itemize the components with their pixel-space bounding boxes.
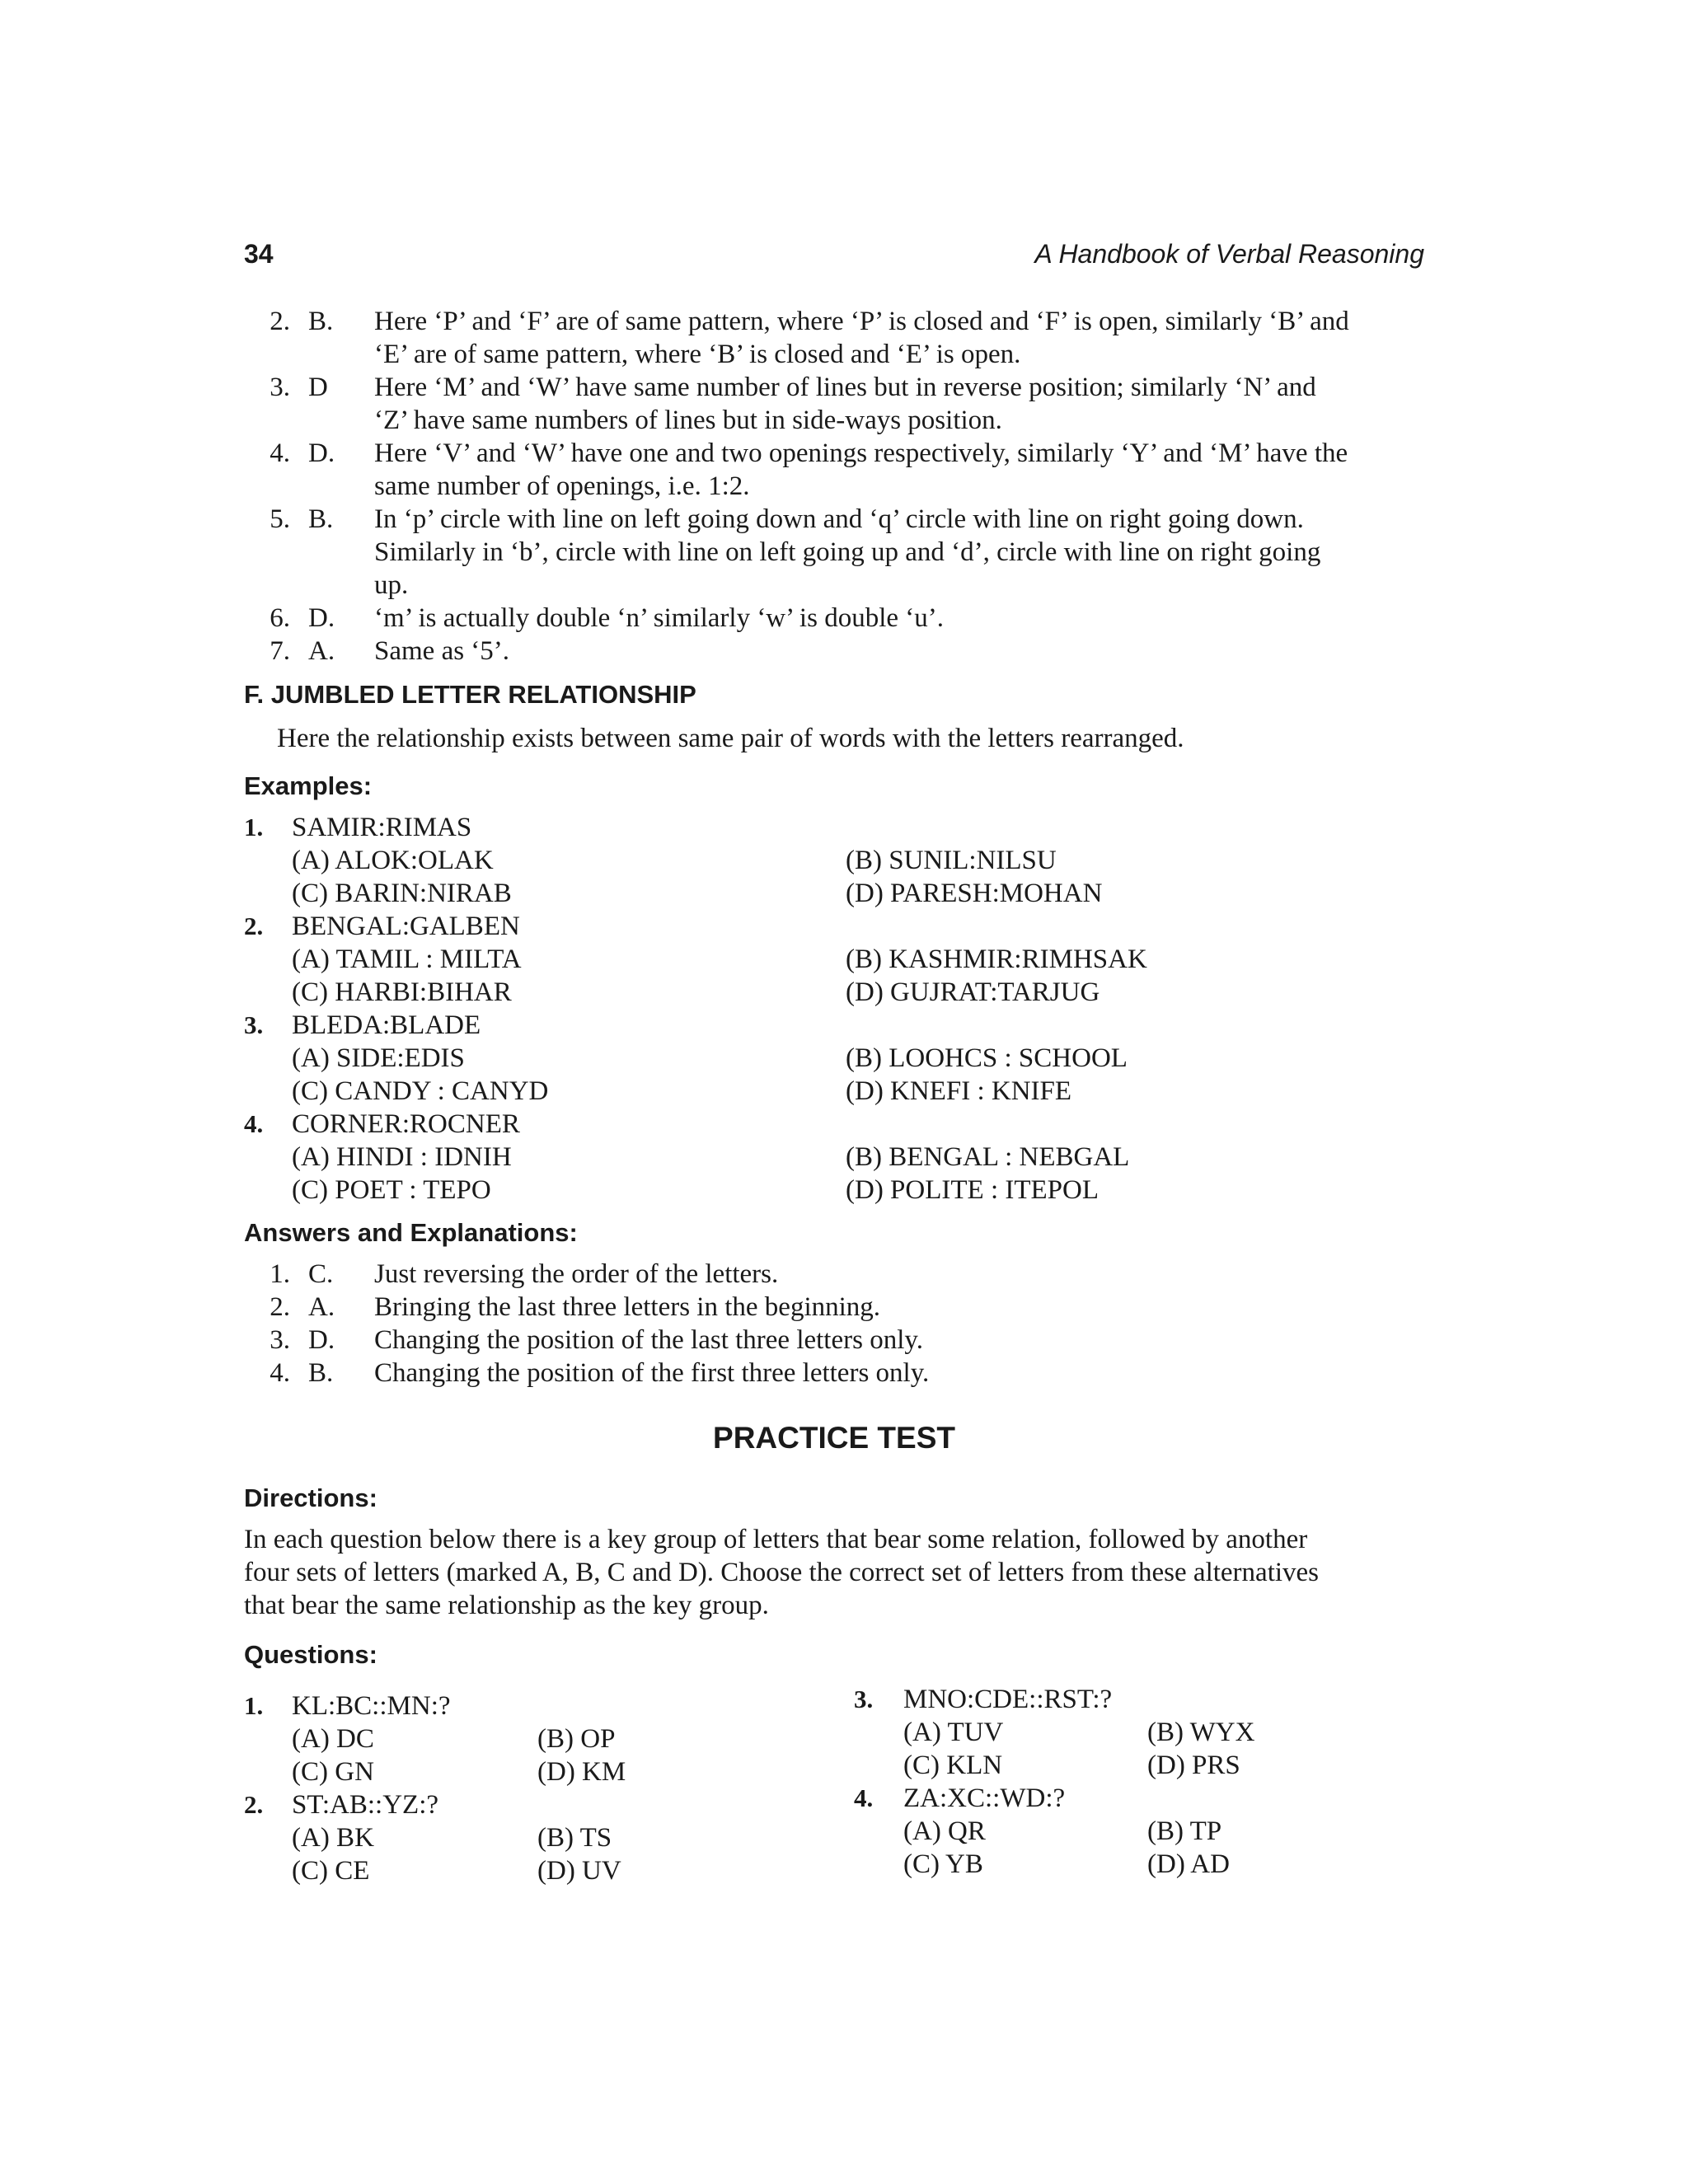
example-number: 4. xyxy=(244,1109,264,1138)
answer-number: 1. xyxy=(270,1259,290,1289)
answer-number: 6. xyxy=(270,603,290,633)
example-option: (A) TAMIL : MILTA xyxy=(292,944,522,974)
answer-text-line: up. xyxy=(374,570,409,600)
directions-line: four sets of letters (marked A, B, C and D). Choose the correct set of letters from these alternatives xyxy=(244,1558,1320,1587)
question-option: (A) TUV xyxy=(903,1718,1004,1747)
example-question: CORNER:ROCNER xyxy=(292,1109,520,1139)
example-number: 3. xyxy=(244,1010,264,1039)
answer-text-line: Here ‘M’ and ‘W’ have same number of lines but in reverse position; similarly ‘N’ and xyxy=(374,373,1316,402)
answers-heading: Answers and Explanations: xyxy=(244,1218,578,1247)
question-text: ZA:XC::WD:? xyxy=(903,1783,1066,1813)
example-option: (D) GUJRAT:TARJUG xyxy=(846,977,1100,1007)
answer-key: D. xyxy=(308,438,335,468)
answer-key: D. xyxy=(308,603,335,633)
answer-key: D xyxy=(308,373,328,402)
answer-key: B. xyxy=(308,307,334,336)
question-option: (D) KM xyxy=(537,1757,626,1787)
question-number: 2. xyxy=(244,1790,264,1819)
answer-text: Bringing the last three letters in the beginning. xyxy=(374,1292,881,1322)
questions-left-column xyxy=(244,1690,821,1887)
answer-text-line: ‘Z’ have same numbers of lines but in side-ways position. xyxy=(374,405,1002,435)
previous-answers xyxy=(244,305,1424,668)
example-number: 1. xyxy=(244,813,264,841)
answer-key: C. xyxy=(308,1259,334,1289)
answer-key: B. xyxy=(308,1358,334,1388)
question-option: (D) AD xyxy=(1147,1849,1230,1879)
question-option: (D) PRS xyxy=(1147,1750,1240,1780)
question-option: (A) QR xyxy=(903,1816,986,1846)
question-number: 1. xyxy=(244,1691,264,1720)
example-option: (C) HARBI:BIHAR xyxy=(292,977,512,1007)
directions-line: that bear the same relationship as the key group. xyxy=(244,1591,769,1620)
question-option: (A) DC xyxy=(292,1724,374,1754)
question-text: KL:BC::MN:? xyxy=(292,1691,451,1721)
answer-number: 4. xyxy=(270,1358,290,1388)
answer-key: A. xyxy=(308,636,335,666)
question-number: 4. xyxy=(854,1783,874,1812)
answer-number: 3. xyxy=(270,1325,290,1355)
question-option: (B) OP xyxy=(537,1724,616,1754)
section-heading: F. JUMBLED LETTER RELATIONSHIP xyxy=(244,680,696,709)
example-option: (C) CANDY : CANYD xyxy=(292,1076,549,1106)
question-option: (B) WYX xyxy=(1147,1718,1255,1747)
answer-text-line: Similarly in ‘b’, circle with line on left going up and ‘d’, circle with line on right going xyxy=(374,537,1321,567)
question-text: ST:AB::YZ:? xyxy=(292,1790,439,1820)
question-option: (B) TS xyxy=(537,1823,612,1853)
answer-key: B. xyxy=(308,504,334,534)
question-option: (C) KLN xyxy=(903,1750,1003,1780)
answer-text: Changing the position of the last three letters only. xyxy=(374,1325,923,1355)
example-option: (D) PARESH:MOHAN xyxy=(846,879,1103,908)
question-option: (C) YB xyxy=(903,1849,983,1879)
section-intro: Here the relationship exists between same pair of words with the letters rearranged. xyxy=(277,724,1184,753)
directions-text xyxy=(244,1523,1424,1622)
example-number: 2. xyxy=(244,912,264,940)
question-option: (B) TP xyxy=(1147,1816,1222,1846)
examples-heading: Examples: xyxy=(244,771,373,800)
question-option: (C) CE xyxy=(292,1856,370,1886)
answer-number: 2. xyxy=(270,1292,290,1322)
question-number: 3. xyxy=(854,1685,874,1713)
practice-test-heading: PRACTICE TEST xyxy=(713,1421,955,1455)
example-option: (B) SUNIL:NILSU xyxy=(846,846,1057,875)
answers-list xyxy=(244,1258,1424,1390)
example-option: (C) POET : TEPO xyxy=(292,1175,491,1205)
example-option: (B) LOOHCS : SCHOOL xyxy=(846,1043,1128,1073)
answer-number: 3. xyxy=(270,373,290,402)
answer-text-line: Same as ‘5’. xyxy=(374,636,510,666)
answer-number: 7. xyxy=(270,636,290,666)
question-option: (A) BK xyxy=(292,1823,374,1853)
directions-heading: Directions: xyxy=(244,1483,377,1512)
example-option: (D) POLITE : ITEPOL xyxy=(846,1175,1100,1205)
question-option: (C) GN xyxy=(292,1757,374,1787)
page-header xyxy=(244,239,1424,279)
answer-text-line: Here ‘V’ and ‘W’ have one and two openings respectively, similarly ‘Y’ and ‘M’ have the xyxy=(374,438,1348,468)
answer-key: D. xyxy=(308,1325,335,1355)
answer-text: Just reversing the order of the letters. xyxy=(374,1259,779,1289)
answer-text-line: ‘m’ is actually double ‘n’ similarly ‘w’ is double ‘u’. xyxy=(374,603,944,633)
examples-list xyxy=(244,811,1424,1207)
running-title: A Handbook of Verbal Reasoning xyxy=(1034,239,1424,269)
answer-number: 5. xyxy=(270,504,290,534)
example-option: (C) BARIN:NIRAB xyxy=(292,879,512,908)
page-number: 34 xyxy=(244,239,274,269)
example-option: (A) SIDE:EDIS xyxy=(292,1043,465,1073)
example-question: BENGAL:GALBEN xyxy=(292,912,520,941)
example-option: (A) ALOK:OLAK xyxy=(292,846,494,875)
example-question: BLEDA:BLADE xyxy=(292,1010,481,1040)
answer-text-line: In ‘p’ circle with line on left going down and ‘q’ circle with line on right going down. xyxy=(374,504,1304,534)
answer-text-line: same number of openings, i.e. 1:2. xyxy=(374,471,750,501)
question-option: (D) UV xyxy=(537,1856,621,1886)
answer-number: 2. xyxy=(270,307,290,336)
example-question: SAMIR:RIMAS xyxy=(292,813,472,842)
answer-text: Changing the position of the first three letters only. xyxy=(374,1358,930,1388)
example-option: (B) KASHMIR:RIMHSAK xyxy=(846,944,1147,974)
questions-heading: Questions: xyxy=(244,1640,377,1669)
directions-line: In each question below there is a key group of letters that bear some relation, followed by another xyxy=(244,1525,1308,1554)
answer-number: 4. xyxy=(270,438,290,468)
questions-right-column xyxy=(854,1683,1431,1881)
answer-text-line: ‘E’ are of same pattern, where ‘B’ is closed and ‘E’ is open. xyxy=(374,340,1021,369)
answer-key: A. xyxy=(308,1292,335,1322)
question-text: MNO:CDE::RST:? xyxy=(903,1685,1113,1714)
example-option: (A) HINDI : IDNIH xyxy=(292,1142,512,1172)
answer-text-line: Here ‘P’ and ‘F’ are of same pattern, where ‘P’ is closed and ‘F’ is open, similarly ‘B’ and xyxy=(374,307,1349,336)
example-option: (D) KNEFI : KNIFE xyxy=(846,1076,1072,1106)
example-option: (B) BENGAL : NEBGAL xyxy=(846,1142,1130,1172)
